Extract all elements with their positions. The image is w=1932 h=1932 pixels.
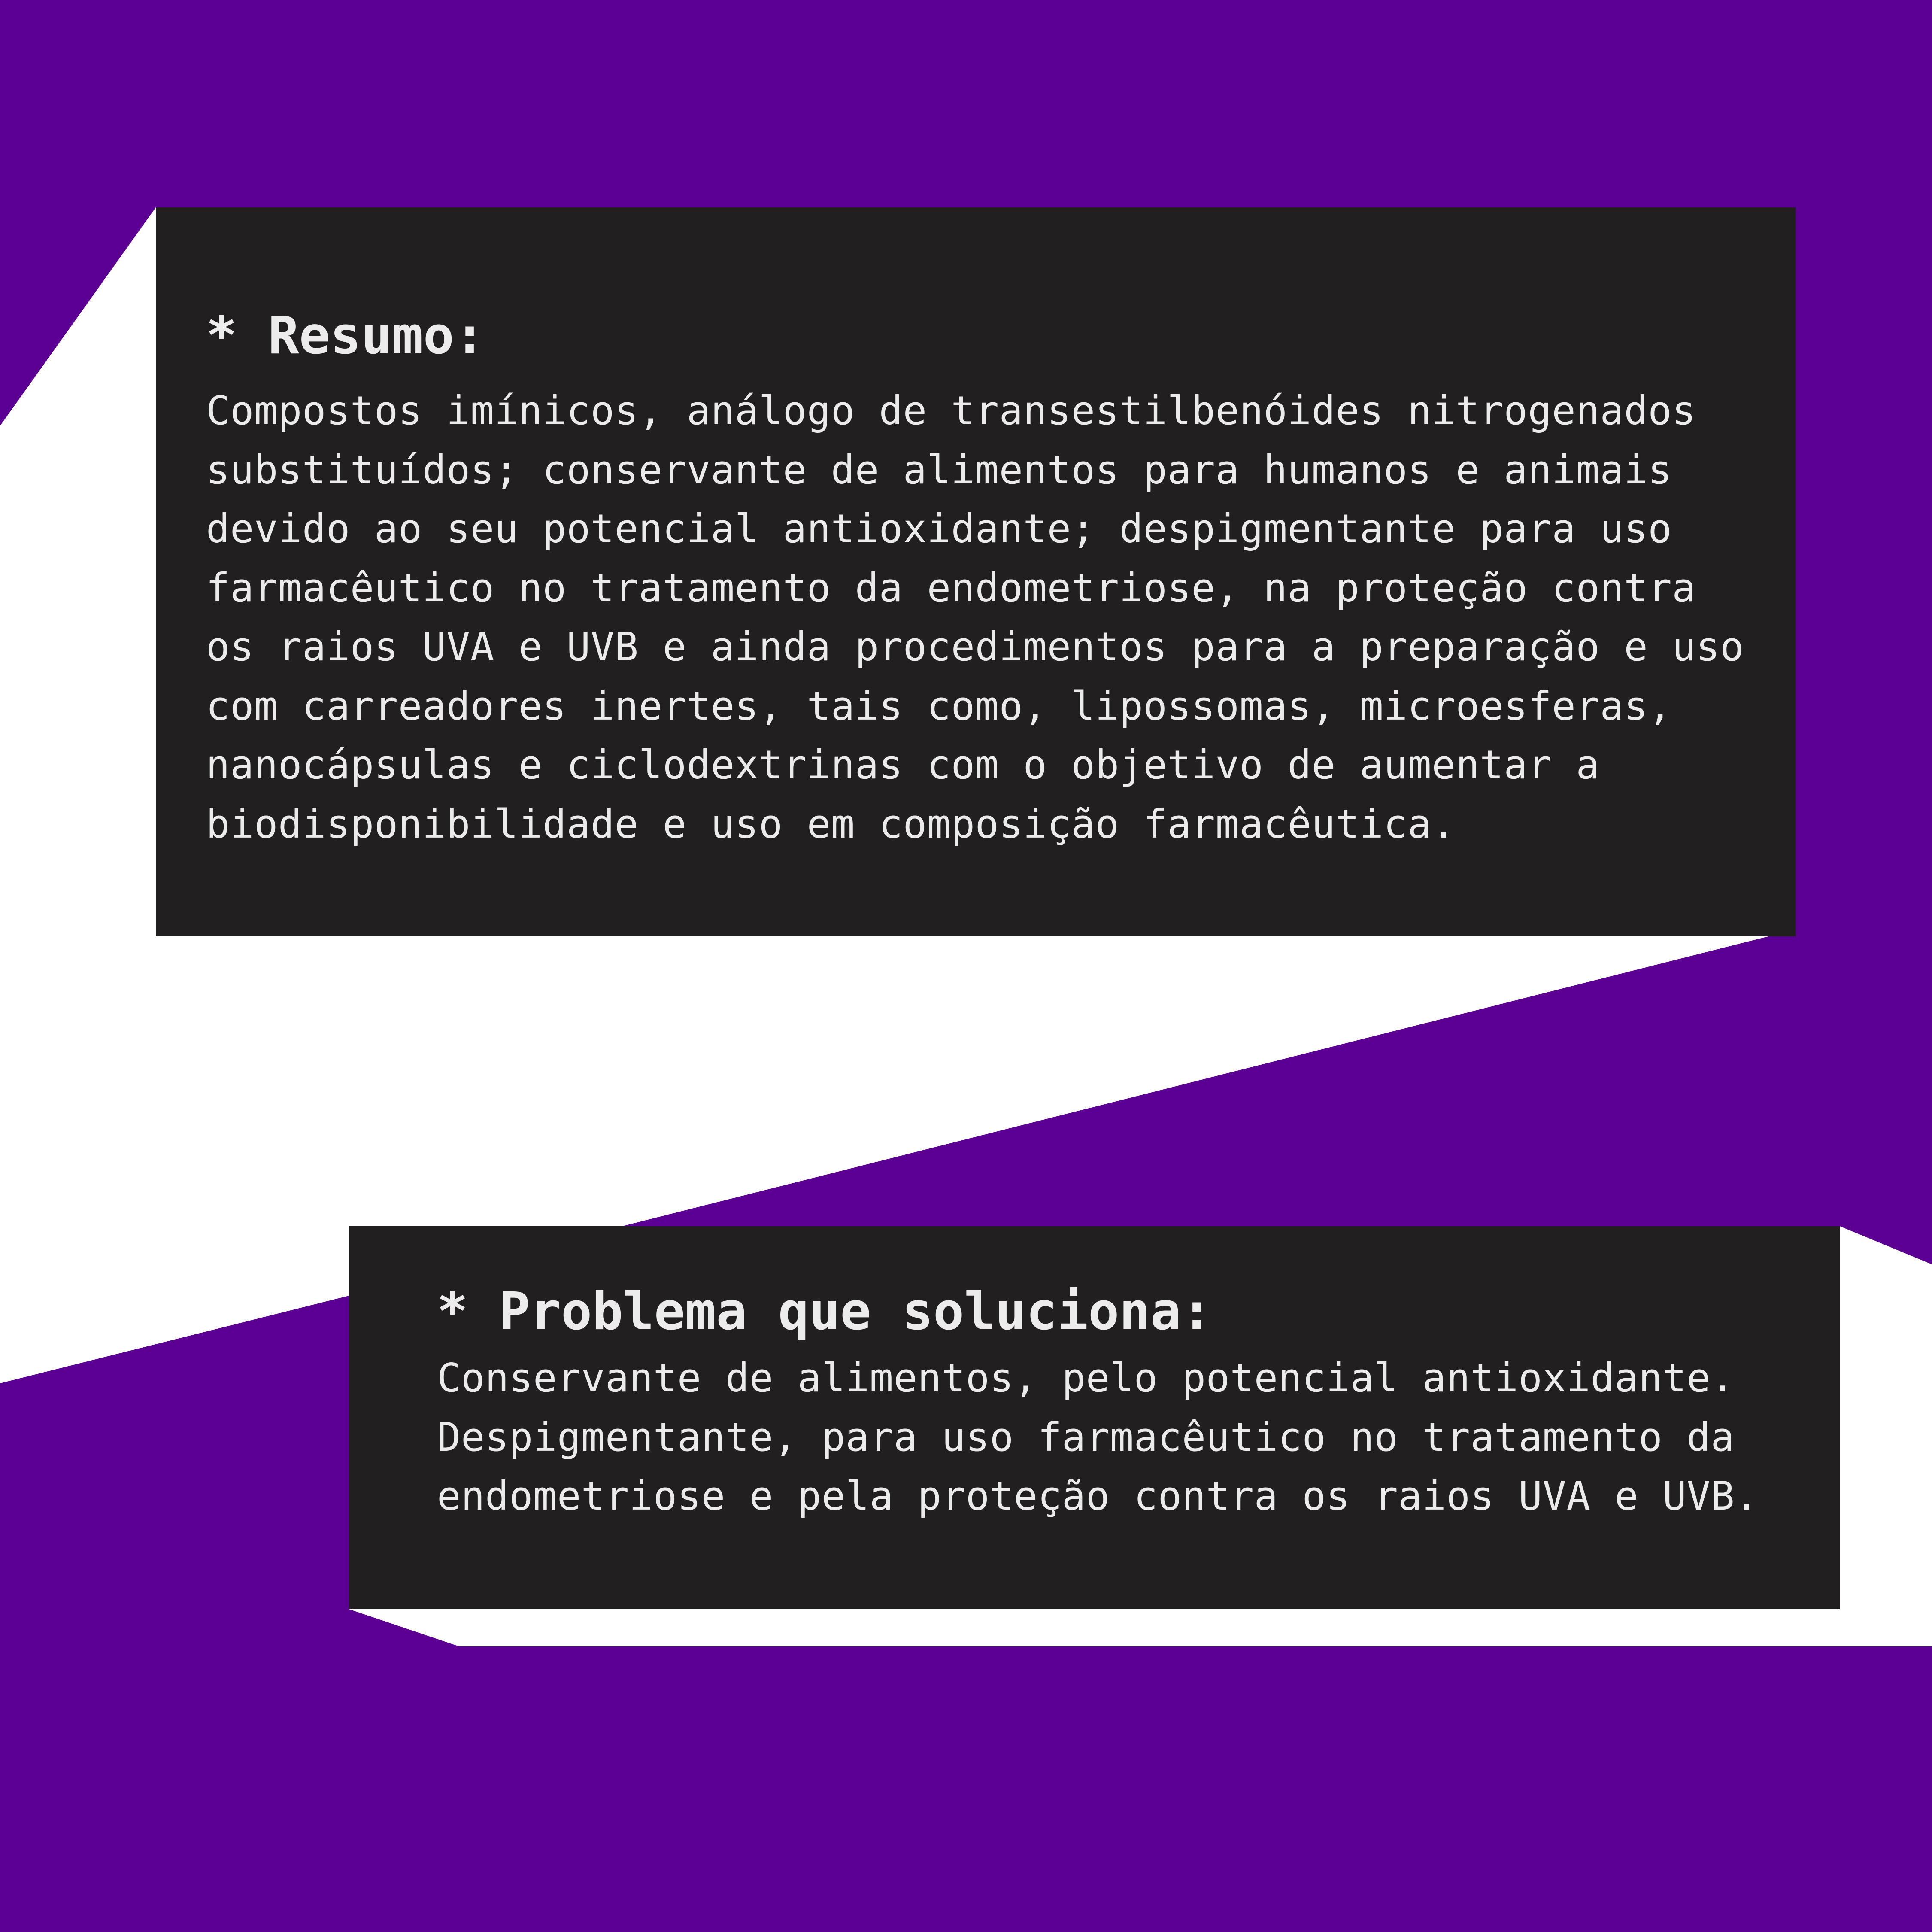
problema-heading: * Problema que soluciona: — [437, 1282, 1213, 1342]
resumo-panel — [156, 207, 1796, 936]
resumo-line: Compostos imínicos, análogo de transestilbenóides nitrogenados — [206, 388, 1696, 434]
resumo-line: farmacêutico no tratamento da endometriose, na proteção contra — [206, 565, 1696, 611]
resumo-line: devido ao seu potencial antioxidante; despigmentante para uso — [206, 506, 1672, 552]
problema-panel — [349, 1226, 1840, 1609]
resumo-line: nanocápsulas e ciclodextrinas com o objetivo de aumentar a — [206, 742, 1600, 788]
problema-line: Conservante de alimentos, pelo potencial antioxidante. — [437, 1355, 1735, 1401]
resumo-text — [206, 381, 1796, 854]
problema-line: endometriose e pela proteção contra os raios UVA e UVB. — [437, 1473, 1759, 1519]
resumo-line: biodisponibilidade e uso em composição farmacêutica. — [206, 801, 1456, 847]
resumo-line: substituídos; conservante de alimentos para humanos e animais — [206, 447, 1672, 493]
resumo-line: os raios UVA e UVB e ainda procedimentos para a preparação e uso — [206, 624, 1744, 670]
resumo-heading: * Resumo: — [206, 306, 485, 366]
problema-text — [437, 1349, 1840, 1526]
problema-line: Despigmentante, para uso farmacêutico no tratamento da — [437, 1414, 1735, 1460]
resumo-line: com carreadores inertes, tais como, lipossomas, microesferas, — [206, 683, 1672, 729]
